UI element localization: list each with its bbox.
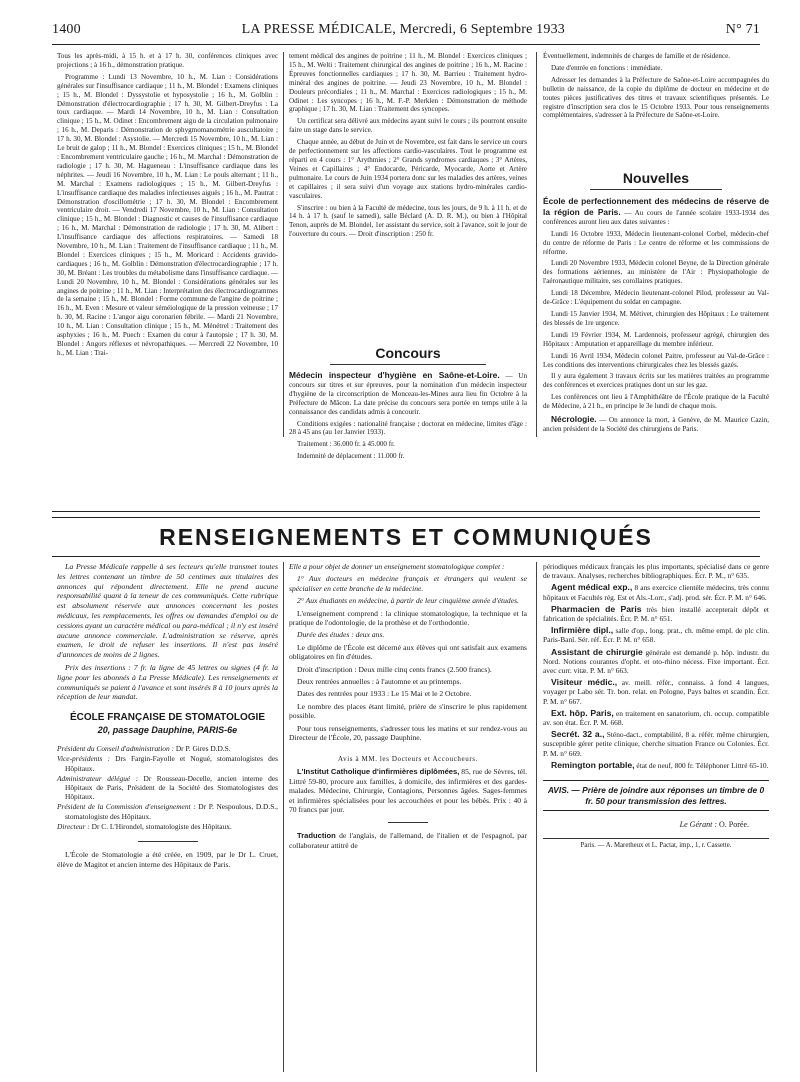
ad-heading: Agent médical exp., (551, 582, 633, 593)
classified-ad (543, 648, 769, 676)
traduction-text: de l'anglais, de l'allemand, de l'italien et de l'espagnol, par collaborateur attitré de (289, 831, 527, 850)
mini-rule (138, 841, 198, 842)
officer-role: Directeur : (57, 821, 90, 831)
ad-text: générale est demandé p. hôp. industr. du Nord. Notions courantes d'opht. et oto-rhino nécess. Fixe important. Écr. avec curr. vitæ. P. M. n° 663. (543, 647, 769, 676)
nouvelles-lead: — Au cours de l'année scolaire 1933-1934 des conférences auront lieu aux dates suivantes : (543, 208, 769, 226)
ad-text: Sténo-dact., comptabilité, 8 a. référ. même chirurgien, susceptible gérer petite clinique, cherche situation France ou Colonies. Écr. P. M. n° 669. (543, 730, 770, 758)
bottom-column-2 (289, 562, 527, 1072)
renseignements-title: RENSEIGNEMENTS ET COMMUNIQUÉS (159, 524, 653, 550)
column-divider (283, 52, 284, 437)
avis-line: Avis à MM. les Docteurs et Accoucheurs. (338, 754, 478, 763)
column-divider (536, 52, 537, 437)
concours-heading: Médecin inspecteur d'hygiène en Saône-et-Loire. (289, 370, 500, 380)
column-divider (536, 562, 537, 1072)
officer-role: Vice-présidents : (57, 754, 111, 764)
ecole-title: ÉCOLE FRANÇAISE DE STOMATOLOGIE (69, 712, 265, 724)
ad-heading: Pharmacien de Paris (551, 603, 642, 614)
paragraph: Date d'entrée en fonctions : immédiate. (551, 63, 663, 72)
paragraph: Un certificat sera délivré aux médecins ayant suivi le cours ; ils pourront ensuite faire un stage dans le service. (289, 117, 527, 135)
page-header (52, 22, 760, 44)
classified-ad (543, 678, 769, 706)
journal-title: LA PRESSE MÉDICALE, Mercredi, 6 Septembre 1933 (241, 22, 565, 37)
paragraph: 2° Aux étudiants en médecine, à partir de leur cinquième année d'études. (297, 596, 519, 606)
paragraph: Elle a pour objet de donner un enseignement stomatologique complet : (289, 562, 505, 571)
paragraph: Adresser les demandes à la Préfecture de Saône-et-Loire accompagnées du bulletin de naissance, de la copie du diplôme de docteur en médecine et de toutes pièces justificatives des titres et travaux scientifiques présentés. Le registre d'inscription sera clos le 15 Octobre 1933. Pour tous renseignements complémentaires, s'adresser à la Préfecture de Saône-et-Loire. (543, 75, 769, 120)
classified-ad (543, 709, 769, 727)
officer-name: Dr P. Gires D.D.S. (175, 744, 231, 754)
nouvelles-item: Lundi 16 Octobre 1933, Médecin lieutenant-colonel Corbel, médecin-chef du centre de réforme de Paris : Le centre de réforme et les commissions de réforme. (543, 229, 769, 256)
officer-role: Président du Conseil d'administration : (57, 744, 174, 754)
section-rule (330, 364, 486, 365)
paragraph: Programme : Lundi 13 Novembre, 10 h., M. Lian : Considérations générales sur l'insuffisance cardiaque ; 11 h., M. Blondel : Examens cliniques ; 15 h., M. Blondel : Dyssystolie et hyposystolie ; 16 h., M. Golblin : Démonstration d'électrocardiographie ; 17 h. 30, M. Gilbert-Dreyfus : La toux cardiaque. — Mardi 14 Novembre, 10 h., M. Lian : Consultation clinique ; 15 h., M. Odinet : Encombrement aigu de la circulation pulmonaire ; 16 h., M. Deparis : Démonstration de sphygmomanométrie auscultatoire ; 17 h. 30, M. Blondel : Asystolie. — Mercredi 15 Novembre, 10 h., M. Lian : Le bruit de galop ; 11 h., M. Blondel : Exercices cliniques ; 15 h., M. Blondel : Encombrement ventriculaire gauche ; 16 h., M. Marchal : Démonstration de radiologie ; 17 h. 30, M. Hagueneau : L'insuffisance cardiaque dans les néphrites. — Jeudi 16 Novembre, 10 h., M. Lian : Le pouls alternant ; 11 h., M. Marchal : Examens radiologiques ; 15 h., M. Gilbert-Dreyfus : L'insuffisance cardiaque des maladies infectieuses aiguës ; 16 h., M. Pautrat : Démonstration d'oscillométrie ; 17 h. 30, M. Blondel : Encombrement ventriculaire droit. — Vendredi 17 Novembre, 10 h., M. Lian : Consultation clinique ; 15 h., M. Blondel : Diagnostic et causes de l'insuffisance cardiaque ; 16 h., M. Marchal : Démonstration de radiologie ; 17 h. 30, M. Alibert : L'insuffisance cardiaque des affections respiratoires. — Samedi 18 Novembre, 10 h., M. Lian : Traitement de l'insuffisance cardiaque ; 11 h., M. Blondel : Exercices cliniques ; 15 h., M. Moricard : Accidents gravido-cardiaques ; 16 h., M. Golblin : Démonstration d'électrocardiographie ; 17 h. 30, M. Bréant : Les troubles du métabolisme dans l'insuffisance cardiaque. — Lundi 20 Novembre, 10 h., M. Blondel : Considérations générales sur les angines de poitrine ; 11 h., M. Lian : Interprétation des électrocardiogrammes de la semaine ; 15 h., M. Blondel : Forme commune de l'angine de poitrine ; 16 h., M. Even : Mesure et valeur séméiologique de la pression veineuse ; 17 h. 30, M. Racine : L'angor aigu coronarien fébrile. — Mardi 21 Novembre, 10 h., M. Lian : Consultation clinique ; 15 h., M. Ménétrel : Traitement des asphyxies ; 16 h., M. Puech : Examen du cœur à l'autopsie ; 17 h. 30, M. Blondel : Angors réflexes et névropathiques. — Mercredi 22 Novembre, 10 h., M. Lian : Trai- (57, 72, 278, 357)
ad-heading: Remington portable, (551, 759, 635, 770)
classified-ad (543, 730, 769, 758)
paragraph: Le nombre des places étant limité, prière de s'inscrire le plus rapidement possible. (289, 701, 527, 721)
printer-imprint: Paris. — A. Maretheux et L. Pactat, imp., 1, r. Cassette. (580, 841, 732, 849)
ad-heading: Infirmière dipl., (551, 625, 614, 636)
nouvelles-item: Lundi 18 Décembre, Médecin lieutenant-colonel Pilod, professeur au Val-de-Grâce : L'équipement du soldat en campagne. (543, 289, 769, 307)
nouvelles-title: Nouvelles (622, 170, 690, 186)
gerant-name: O. Porée. (719, 820, 749, 830)
gerant-label: Le Gérant : (679, 820, 717, 830)
mini-rule (388, 822, 428, 823)
nouvelles-item: Les conférences ont lieu à l'Amphithéâtre de l'École pratique de la Faculté de Médecine, à 21 h., en principe le 3e lundi de chaque mois. (543, 393, 769, 411)
printer-rule (543, 838, 769, 839)
paragraph: Chaque année, au début de Juin et de Novembre, est fait dans le service un cours de perfectionnement sur les affections cardio-vasculaires. Tout le programme est réparti en 4 cours : 1° Arythmies ; 2° Grands syndromes cardiaques ; 3° Artères, Veines et Capillaires ; 4° Endocarde, Péricarde, Myocarde, Aorte et Artère pulmonaire. Le cours de Juin 1934 portera donc sur les maladies des artères, veines et capillaires ; il sera suivi d'un voyage aux stations hydro-minérales cardio-vasculaires. (289, 138, 527, 200)
nouvelles-item: Lundi 15 Janvier 1934, M. Métivet, chirurgien des Hôpitaux : Le traitement des blessés de 1re urgence. (543, 309, 769, 327)
paragraph: Durée des études : deux ans. (297, 630, 385, 640)
officer-name: Dr Rousseau-Decelle, ancien interne des Hôpitaux de Paris, Président de la Société des Stomatologistes des Hôpitaux. (65, 773, 278, 802)
institut-heading: L'Institut Catholique d'infirmières diplômées, (297, 767, 460, 777)
paragraph: Deux rentrées annuelles : à l'automne et au printemps. (297, 677, 462, 687)
concours-title: Concours (375, 345, 441, 361)
top-column-2 (289, 52, 527, 342)
concours-text: — Un concours sur titres et sur épreuves, pour la nomination d'un médecin inspecteur d'hygiène de la circonscription de Monceau-les-Mines aura lieu fin Octobre à la Préfecture de Mâcon. La date précise du concours sera portée en temps utile à la connaissance des candidats admis à concourir. (289, 372, 527, 416)
ecole-history: L'École de Stomatologie a été créée, en 1909, par le Dr L. Cruet, élève de Magitot et ancien interne des Hôpitaux de Paris. (57, 849, 278, 869)
ad-text: état de neuf, 800 fr. Téléphoner Littré 65-10. (634, 760, 769, 770)
ad-text: 8 ans exercice clientèle médecins, très connu hôpitaux et Facultés rég. Est et Als.-Lorr., s'adj. prod. sér. Écr. P. M. n° 646. (543, 583, 769, 602)
column-divider (283, 562, 284, 1072)
top-column-3 (543, 52, 769, 167)
paragraph: Dates des rentrées pour 1933 : Le 15 Mai et le 2 Octobre. (297, 689, 472, 699)
title-rule (52, 556, 760, 557)
classified-ad (543, 626, 769, 644)
ad-heading: Assistant de chirurgie (551, 646, 643, 657)
traduction-heading: Traduction (297, 831, 336, 841)
bottom-column-1 (57, 562, 278, 1072)
issue-number: N° 71 (725, 22, 760, 37)
ad-text: salle d'op., long. prat., ch. même empl. de plc clin. Paris-Banl. Sér. réf. Écr. P. M. n° 658. (543, 626, 769, 645)
intro-notice: La Presse Médicale rappelle à ses lecteurs qu'elle transmet toutes les lettres contenant un timbre de 50 centimes aux titulaires des annonces qui répondent directement. Elle ne prend aucune responsabilité quant à la teneur de ces communiqués. Cette rubrique est absolument réservée aux annonces concernant les postes médicaux, les remplacements, les offres ou demandes d'emploi ou de cessions ayant un caractère médical ou para-médical ; il n'y est inséré aucune annonce commerciale. L'administration se réserve, après examen, le droit de refuser les insertions. Il n'est pas inséré d'annonces de moins de 2 lignes. (57, 562, 278, 660)
nouvelles-heading: École de perfectionnement des médecins de réserve de la région de Paris. (543, 196, 769, 217)
bottom-column-3 (543, 562, 769, 1072)
gerant-line (543, 821, 769, 830)
nouvelles-item: Il y aura également 3 travaux écrits sur les matières traitées au programme des conférences et exercices pratiques dont un sur les gaz. (543, 372, 769, 390)
officer-entry (57, 774, 278, 802)
nouvelles-item: Lundi 16 Avril 1934, Médecin colonel Paitre, professeur au Val-de-Grâce : Les conditions des interventions chirurgicales chez les blessés gazés. (543, 351, 769, 369)
nouvelles-item: Lundi 20 Novembre 1933, Médecin colonel Beyne, de la Direction générale des formations aériennes, au ministère de l'Air : Physiopathologie de l'aéronautique militaire, ses corollaires pratiques. (543, 259, 769, 286)
officer-entry (57, 822, 278, 831)
nouvelles-item: Lundi 19 Février 1934, M. Lardennois, professeur agrégé, chirurgien des Hôpitaux : Amputation et appareillage du membre inférieur. (543, 330, 769, 348)
officer-role: Administrateur délégué : (57, 773, 139, 783)
classified-ad (543, 605, 769, 623)
ecole-address: 20, passage Dauphine, PARIS-6e (97, 725, 238, 736)
page-number: 1400 (52, 22, 81, 37)
officer-role: Président de la Commission d'enseignement : (57, 802, 196, 812)
section-rule (590, 189, 722, 190)
classified-ad (543, 761, 769, 770)
concours-allowance: Indemnité de déplacement : 11.000 fr. (297, 452, 405, 461)
concours-conditions: Conditions exigées : nationalité française ; doctorat en médecine, limites d'âge : 28 à 45 ans (au 1er Janvier 1933). (289, 419, 527, 437)
nouvelles-body (543, 196, 769, 441)
concours-body (289, 370, 527, 461)
paragraph: 1° Aux docteurs en médecine français et étrangers qui veulent se spécialiser en cette branche de la médecine. (289, 574, 527, 593)
paragraph: Pour tous renseignements, s'adresser tous les matins et sur rendez-vous au Directeur de l'École, 20, passage Dauphine. (289, 723, 527, 743)
necrologie-text: — On annonce la mort, à Genève, de M. Maurice Cazin, ancien président de la Société des chirurgiens de Paris. (543, 416, 769, 433)
necrologie-heading: Nécrologie. (551, 414, 597, 425)
concours-salary: Traitement : 36.000 fr. à 45.000 fr. (297, 440, 395, 449)
insertion-prices: Prix des insertions : 7 fr. la ligne de 45 lettres ou signes (4 fr. la ligne pour les abonnés à La Presse Médicale). Les renseignements et communiqués se paient à l'avance et sont insérés 8 à 10 jours après la réception de leur mandat. (57, 662, 278, 702)
ad-text: en traitement en sanatorium, ch. occup. compatible av. son état. Écr. P. M. 668. (543, 708, 770, 728)
ad-heading: Visiteur médic., (551, 677, 618, 688)
officer-name: Dr P. Nespoulous, D.D.S., stomatologiste des Hôpitaux. (65, 802, 278, 821)
paragraph: tement médical des angines de poitrine ; 11 h., M. Blondel : Exercices cliniques ; 15 h., M. Welti : Traitement chirurgical des angines de poitrine ; 16 h., M. Racine : Épreuves fonctionnelles cardiaques ; 17 h. 30, M. Barrieu : Traitement hydro-minéral des angines de poitrine. — Jeudi 23 Novembre, 10 h., M. Blondel : Douleurs précordiales ; 11 h., M. Marchal : Exercices radiologiques ; 15 h., M. Odinet : Les syncopes ; 16 h., M. F.-P. Merklen : Démonstration de méthode graphique ; 17 h. 30, M. Lian : Traitement des syncopes. (289, 52, 527, 114)
officer-entry (57, 754, 278, 772)
paragraph: S'inscrire : ou bien à la Faculté de médecine, tous les jours, de 9 h. à 11 h. et de 14 h. à 17 h. (sauf le samedi), salle Béclard (A. D. R. M.), ou bien à l'Hôpital Tenon, auprès de M. Blondel, 1er assistant du service, soit à l'avance, soit le jour de l'ouverture du cours. — Droit d'inscription : 250 fr. (289, 203, 527, 239)
paragraph: Le diplôme de l'École est décerné aux élèves qui ont satisfait aux examens obligatoires en fin d'études. (289, 642, 527, 662)
classified-ad (543, 583, 769, 601)
institut-text: 85, rue de Sèvres, tél. Littré 59-80, procure aux familles, à domicile, des infirmières et des gardes-malades. Médecine, Chirurgie, Contagions, Personnes âgées. Sages-femmes et infirmières spécialisées pour les accouchées et pour les bébés. Prix : 40 à 70 francs par jour. (289, 767, 527, 815)
paragraph: Droit d'inscription : Deux mille cinq cents francs (2.500 francs). (297, 664, 492, 674)
ad-heading: Ext. hôp. Paris, (551, 707, 614, 718)
header-rule (52, 44, 760, 45)
officer-name: Dr C. L'Hirondel, stomatologiste des Hôpitaux. (91, 821, 232, 831)
paragraph: L'enseignement comprend : la clinique stomatologique, la technique et la pratique de l'odontologie, de la prothèse et de l'orthodontie. (289, 608, 527, 628)
ad-heading: Secrét. 32 a., (551, 729, 605, 740)
paragraph: Éventuellement, indemnités de charges de famille et de résidence. (543, 52, 730, 60)
ad-text: très bien installé accepterait dépôt et fabrication de spécialités. Écr. P. M. n° 651. (543, 604, 769, 624)
paragraph: Tous les après-midi, à 15 h. et à 17 h. 30, conférences cliniques avec projections ; à 16 h., démonstration pratique. (57, 52, 278, 69)
officer-entry (57, 802, 278, 820)
officer-entry (57, 744, 278, 753)
section-band (52, 511, 760, 518)
ad-text: av. meill. référ., connaiss. à fond 4 langues, voyager pr Labo sér. Tr. bon. relat. en Pologne, Pays baltes et scandin. Écr. P. M. n° 667. (543, 678, 770, 706)
avis-box: AVIS. — Prière de joindre aux réponses un timbre de 0 fr. 50 pour transmission des lettres. (543, 780, 769, 811)
top-column-1 (57, 52, 278, 437)
officer-name: Drs Fargin-Fayolle et Nogué, stomatologistes des Hôpitaux. (65, 754, 278, 773)
classified-continuation: périodiques médicaux français les plus importants, spécialisé dans ce genre de travaux. Analyses, recherches bibliographiques. Écr. P. M., n° 635. (543, 562, 769, 581)
